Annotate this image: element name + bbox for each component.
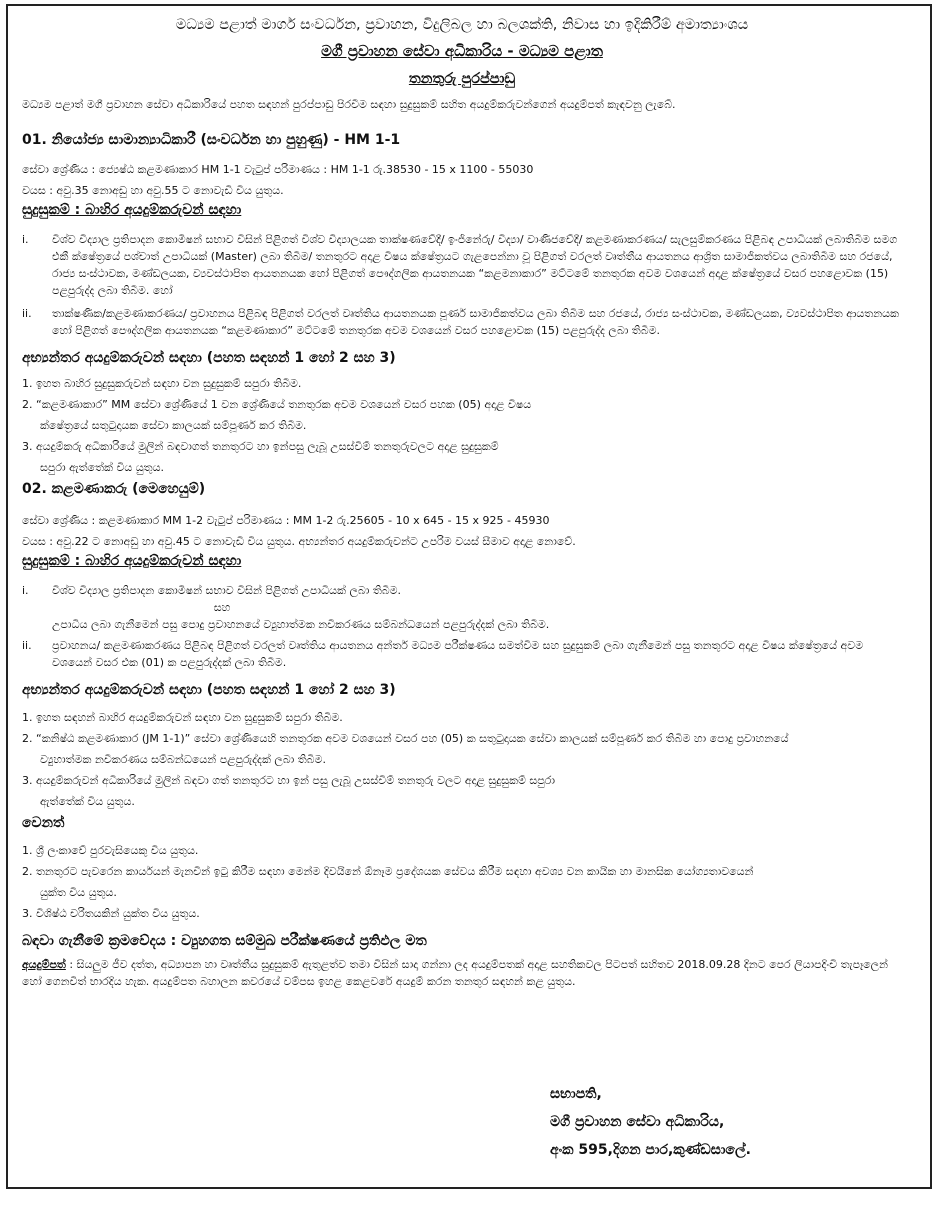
post1-age: වයස : අවු.35 නොඅඩු හා අවු.55 ට නොවැඩි විය යුතුය. <box>22 184 284 197</box>
list-item: 2. “කළමණාකාර” MM සේවා ශ්‍රේණියේ 1 වන ශ්‍රේණියේ තනතුරක අවම වශයෙන් වසර පහක (05) අදාළ විෂය <box>22 398 532 411</box>
application-text: අයදුම්පත් : සියලුම ජීව දත්ත, අධ්‍යාපන හා වෘත්තීය සුදුසුකම් ඇතුළත්ව තමා විසින් සාදා ගන්නා ලද අයදුම්පතක් අදාළ සහතිකවල පිටපත් සහිතව 2018.09.28 දිනට පෙර ලියාපදිංචි තැපෑලෙන් හෝ ගෙනවිත් භාරදිය හැක. අයදුම්පත බහාලන කවරයේ වම්පස ඉහළ කෙළවරේ අයදුම් කරන තනතුර සඳහන් කළ යුතුය. <box>22 958 888 988</box>
post2-external-item: i. විශ්ව විද්‍යාල ප්‍රතිපාදන කොමිෂන් සභාව විසින් පිළිගත් උපාධියක් ලබා තිබීම. <box>22 584 402 597</box>
post1-internal-list <box>22 373 902 478</box>
post2-external-item: ii. ප්‍රවාහනය/ කළමණාකරණය පිළිබඳ පිළිගත් වරලත් වෘත්තිය ආයතනය අන්තර් මධ්‍යම පරීක්ෂණය සමත්වීම සහ සුදුසුකම් ලබා ගැනීමෙන් පසු තනතුරට අදාළ විෂය ක්ෂේත්‍රයේ අවම වශයෙන් වසර එක (01) ක පළපුරුද්දක් ලබා තිබීම. <box>22 639 864 669</box>
post2-title: 02. කළමණාකරු (මෙහෙයුම්) <box>22 481 206 497</box>
list-item: 1. ඉහත සඳහන් බාහිර අයදුම්කරුවන් සඳහා වන සුදුසුකම් සපුරා තිබීම. <box>22 711 343 724</box>
post1-service: සේවා ශ්‍රේණිය : ජ්‍යෙෂ්ඨ කළමණාකාර HM 1-1 වැටුප් පරිමාණය : HM 1-1 රු.38530 - 15 x 1100 - 55030 <box>22 163 534 176</box>
ministry-title: මධ්‍යම පළාත් මාර්ග සංවර්ධන, ප්‍රවාහන, විදුලිබල හා බලශක්ති, නිවාස හා ඉදිකිරීම් අමාත්‍යාංශය <box>175 17 749 33</box>
post2-external-item: උපාධිය ලබා ගැනීමෙන් පසු පොදු ප්‍රවාහනයේ ව්‍යුහාත්මක නවීකරණය සම්බන්ධයෙන් පළපුරුද්දක් ලබා තිබීම. <box>52 618 550 631</box>
post2-external-heading: සුදුසුකම් : බාහිර අයදුම්කරුවන් සඳහා <box>22 553 242 569</box>
application-label: අයදුම්පත් <box>22 958 66 971</box>
post2-service: සේවා ශ්‍රේණිය : කළමණාකාර MM 1-2 වැටුප් පරිමාණය : MM 1-2 රු.25605 - 10 x 645 - 15 x 925 - 45930 <box>22 514 550 527</box>
list-item-continuation: සපුරා ඇත්තේක් විය යුතුය. <box>40 461 165 474</box>
post1-internal-heading: අභ්‍යන්තර අයදුම්කරුවන් සඳහා (පහත සඳහන් 1 හෝ 2 සහ 3) <box>22 350 396 366</box>
post2-and: සහ <box>213 601 231 614</box>
notice-content <box>22 14 902 990</box>
post1-external-item: i. විශ්ව විද්‍යාල ප්‍රතිපාදන කොමිෂන් සභාව විසින් පිළිගත් විශ්ව විද්‍යාලයක තාක්ෂණවේදී/ ඉංජිනේරු/ විද්‍යා/ වාණිජවේදී/ කළමණාකරණය/ සැලසුම්කරණය පිළිබඳ උපාධියක් ලබාතිබීම සමග එකී ක්ෂේත්‍රයේ පශ්චාත් උපාධියක් (Master) ලබා තිබීම/ තනතුරට අදාළ විෂය ක්ෂේත්‍රයට ගැළපෙන්නා වූ පිළිගත් වරලත් වෘත්තීය ආයතනය ආශ්‍රිත සාමාජිකත්වය ලබාතිබීම සහ රජයේ, රාජ්‍ය සංස්ථාවක, මණ්ඩලයක, ව්‍යවස්ථාපිත ආයතනයක හෝ පිළිගත් පෞද්ගලික ආයතනයක “කළමනාකාර” මට්ටමේ තනතුරක අවම වශයෙන් අදාළ ක්ෂේත්‍රයේ වසර පහළොවක (15) පළපුරුද්ද ලබා තිබීම. හෝ <box>22 233 898 297</box>
authority-title: මගී ප්‍රවාහන සේවා අධිකාරිය - මධ්‍යම පළාත <box>321 42 603 60</box>
list-item: 1. ඉහත බාහිර සුදුසුකරුවන් සඳහා වන සුදුසුකම් සපුරා තිබීම. <box>22 377 302 390</box>
post2-internal-list <box>22 707 902 812</box>
post2-age: වයස : අවු.22 ට නොඅඩු හා අවු.45 ට නොවැඩි විය යුතුය. අභ්‍යන්තර අයදුම්කරුවන්ට උපරිම වයස් සීමාව අදාළ නොවේ. <box>22 535 576 548</box>
list-item: 3. අයදුම්කරුවන් අධිකාරියේ මුලින් බඳවා ගත් තනතුරට හා ඉන් පසු ලැබූ උසස්වීම් තනතුරු වලට අදාළ සුදුසුකම් සපුරා <box>22 774 556 787</box>
signature-line: මගී ප්‍රවාහන සේවා අධිකාරිය, <box>550 1114 725 1130</box>
signature-line: අංක 595,දිගන පාර,කුණ්ඩසාලේ. <box>550 1142 751 1158</box>
signature-block <box>550 1080 751 1164</box>
list-item-continuation: ඇත්තේක් විය යුතුය. <box>40 795 135 808</box>
list-item: 3. විශිෂ්ඨ චරිතයකින් යුක්ත විය යුතුය. <box>22 907 200 920</box>
list-item-continuation: ව්‍යුහාත්මක නවීකරණය සම්බන්ධයෙන් පළපුරුද්දක් ලබා තිබීම. <box>40 753 326 766</box>
recruitment-method: බඳවා ගැනීමේ ක්‍රමවේදය : ව්‍යුහගත සම්මුඛ පරීක්ෂණයේ ප්‍රතිඵල මත <box>22 933 427 949</box>
post1-external-heading: සුදුසුකම් : බාහිර අයදුම්කරුවන් සඳහා <box>22 202 242 218</box>
other-list <box>22 840 902 924</box>
list-item: 1. ශ්‍රී ලංකාවේ පුරවැසියෙකු විය යුතුය. <box>22 844 199 857</box>
intro-text: මධ්‍යම පළාත් මගී ප්‍රවාහන සේවා අධිකාරියේ පහත සඳහන් පුරප්පාඩු පිරවීම සඳහා සුදුසුකම් සහිත අයදුම්කරුවන්ගෙන් අයදුම්පත් කැඳවනු ලැබේ. <box>22 98 676 111</box>
signature-line: සභාපති, <box>550 1086 602 1102</box>
post2-internal-heading: අභ්‍යන්තර අයදුම්කරුවන් සඳහා (පහත සඳහන් 1 හෝ 2 සහ 3) <box>22 682 396 698</box>
post1-external-item: ii. තාක්ෂණික/කළමණාකරණය/ ප්‍රවාහනය පිළිබඳ පිළිගත් වරලත් වෘත්තිය ආයතනයක පූර්ණ සාමාජිකත්වය ලබා තිබීම සහ රජයේ, රාජ්‍ය සංස්ථාවක, මණ්ඩලයක, ව්‍යවස්ථාපිත ආයතනයක හෝ පිළිගත් පෞද්ගලික ආයතනයක “කළමණාකාර” මට්ටමේ තනතුරක අවම වශයෙන් වසර පහළොවක (15) පළපුරුද්ද ලබා තිබීම. <box>22 307 899 337</box>
list-item: 2. “කනිෂ්ඨ කළමණාකාර (JM 1-1)” සේවා ශ්‍රේණියෙහි තනතුරක අවම වශයෙන් වසර පහ (05) ක සතුටුදායක සේවා කාලයක් සම්පූර්ණ කර තිබීම හා පොදු ප්‍රවාහනයේ <box>22 732 789 745</box>
list-item: 2. තනතුරට පැවරෙන කාර්යයන් මැනවින් ඉටු කිරීම සඳහා මෙන්ම දිවයිනේ ඕනෑම ප්‍රදේශයක සේවය කිරීම සඳහා අවශ්‍ය වන කායික හා මානසික යෝග්‍යතාවයෙන් <box>22 865 754 878</box>
list-item-continuation: යුක්ත විය යුතුය. <box>40 886 117 899</box>
list-item: 3. අයදුම්කරු අධිකාරියේ මුලින් බඳවාගත් තනතුරට හා ඉන්පසු ලැබූ උසස්වීම් තනතුරුවලට අදාළ සුදුසුකම් <box>22 440 499 453</box>
post1-title: 01. නියෝජ්‍ය සාමාන්‍යාධිකාරී (සංවර්ධන හා පුහුණු) - HM 1-1 <box>22 132 401 148</box>
other-heading: වෙනත් <box>22 815 65 831</box>
vacancy-title: තනතුරු පුරප්පාඩු <box>408 71 516 87</box>
list-item-continuation: ක්ෂේත්‍රයේ සතුටුදායක සේවා කාලයක් සම්පූර්ණ කර තිබීම. <box>40 419 307 432</box>
